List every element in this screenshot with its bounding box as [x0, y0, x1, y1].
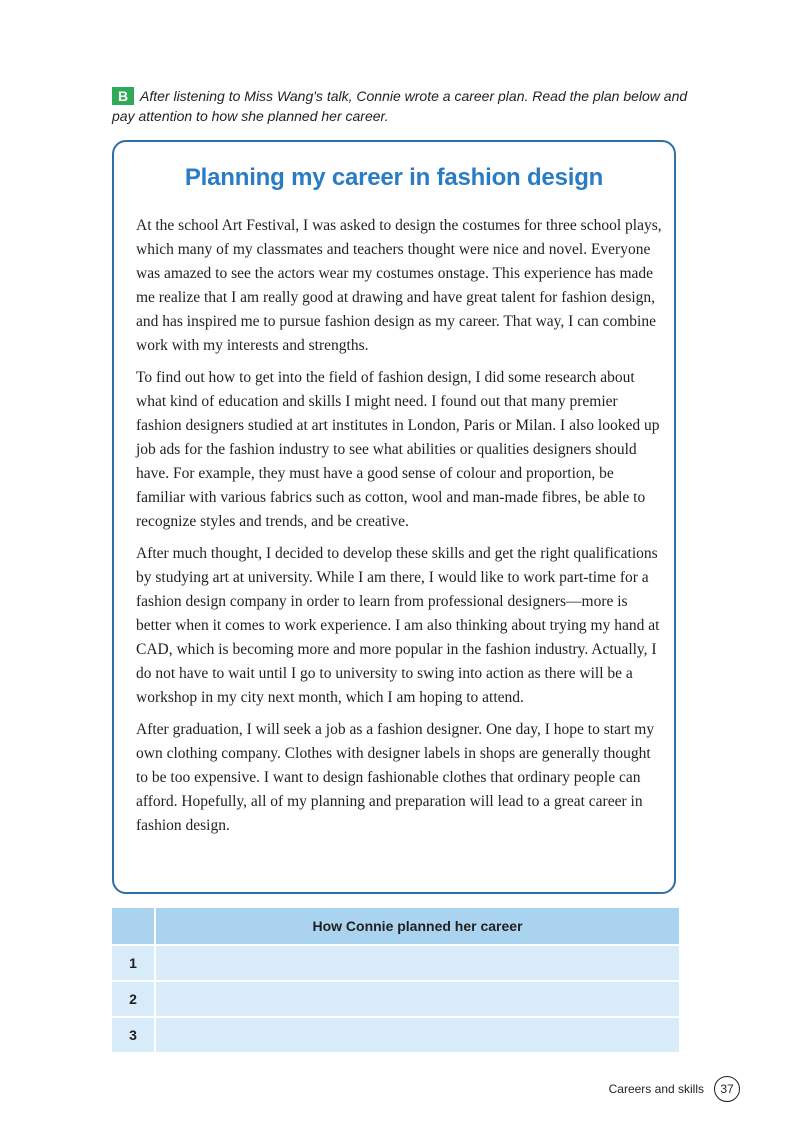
paragraph: To find out how to get into the field of fashion design, I did some research about what kind of education and skills I might need. I found out that many premier fashion designers studied at art institutes in London, Paris or Milan. I also looked up job ads for the fashion industry to see what abilities or qualities designers should have. For example, they must have a good sense of colour and proportion, be familiar with various fabrics such as cotton, wool and man-made fibres, be able to recognize styles and trends, and be creative.	[136, 369, 660, 530]
answer-cell[interactable]	[156, 944, 679, 980]
card-body	[136, 214, 666, 846]
page-number: 37	[714, 1076, 740, 1102]
row-number: 3	[112, 1016, 156, 1052]
table-row	[112, 944, 679, 980]
page-footer	[560, 1075, 740, 1103]
table-header: How Connie planned her career	[156, 908, 679, 944]
table-row	[112, 1016, 679, 1052]
table-row	[112, 980, 679, 1016]
paragraph: After graduation, I will seek a job as a fashion designer. One day, I hope to start my own clothing company. Clothes with designer labels in shops are generally thought to be too expensive. I want to design fashionable clothes that ordinary people can afford. Hopefully, all of my planning and preparation will lead to a great career in fashion design.	[136, 721, 655, 834]
answer-cell[interactable]	[156, 1016, 679, 1052]
instruction-text: After listening to Miss Wang's talk, Connie wrote a career plan. Read the plan below and pay attention to how she planned her career.	[112, 88, 688, 124]
footer-section-label: Careers and skills	[608, 1082, 704, 1096]
paragraph: At the school Art Festival, I was asked to design the costumes for three school plays, which many of my classmates and teachers thought were nice and novel. Everyone was amazed to see the actors wear my costumes onstage. This experience has made me realize that I am really good at drawing and have great talent for fashion design, and has inspired me to pursue fashion design as my career. That way, I can combine work with my interests and strengths.	[136, 217, 662, 354]
table-header-number-cell	[112, 908, 156, 944]
career-plan-table	[112, 908, 679, 1052]
row-number: 1	[112, 944, 156, 980]
row-number: 2	[112, 980, 156, 1016]
answer-cell[interactable]	[156, 980, 679, 1016]
card-title: Planning my career in fashion design	[184, 164, 604, 191]
paragraph: After much thought, I decided to develop these skills and get the right qualifications by studying art at university. While I am there, I would like to work part-time for a fashion design company in order to learn from professional designers—more is better when it comes to work experience. I am also thinking about trying my hand at CAD, which is becoming more and more popular in the fashion industry. Actually, I do not have to wait until I go to university to swing into action as there will be a workshop in my city next month, which I am hoping to attend.	[136, 545, 660, 706]
instruction	[112, 86, 692, 126]
section-badge: B	[112, 87, 134, 105]
table-header-row	[112, 908, 679, 944]
career-plan-card	[112, 140, 676, 894]
